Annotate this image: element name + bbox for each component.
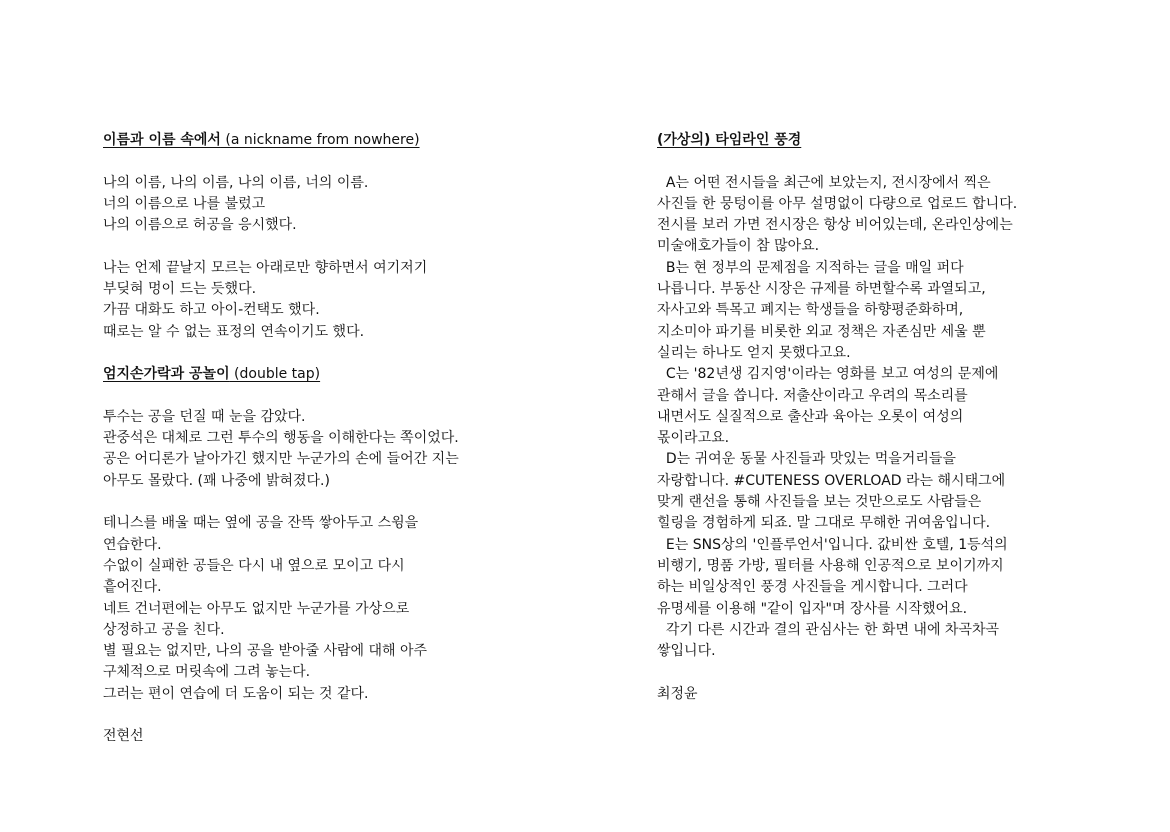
section-title-double-tap — [103, 364, 603, 385]
text-line: B는 현 정부의 문제점을 지적하는 글을 매일 퍼다 — [657, 259, 964, 276]
text-line: 부딪혀 멍이 드는 듯했다. — [103, 281, 257, 298]
poem-stanza — [103, 258, 603, 343]
author-name: 최정윤 — [657, 685, 698, 702]
poem-stanza — [103, 513, 603, 705]
poem-stanza — [103, 407, 603, 492]
text-line: 실리는 하나도 얻지 못했다고요. — [657, 344, 851, 361]
essay-paragraphs — [657, 173, 1077, 663]
text-line: 상정하고 공을 친다. — [103, 621, 225, 638]
text-line: 테니스를 배울 때는 옆에 공을 잔뜩 쌓아두고 스윙을 — [103, 515, 419, 532]
section-title-english: (a nickname from nowhere) — [220, 132, 420, 148]
text-line: 사진들 한 뭉텅이를 아무 설명없이 다량으로 업로드 합니다. — [657, 195, 1018, 212]
text-line: 투수는 공을 던질 때 눈을 감았다. — [103, 408, 306, 425]
text-line: 별 필요는 없지만, 나의 공을 받아줄 사람에 대해 아주 — [103, 643, 428, 660]
spacer — [103, 705, 603, 726]
text-line: 아무도 몰랐다. (꽤 나중에 밝혀졌다.) — [103, 472, 330, 489]
text-line: 연습한다. — [103, 536, 162, 553]
text-line: 나의 이름으로 허공을 응시했다. — [103, 217, 297, 234]
text-line: 네트 건너편에는 아무도 없지만 누군가를 가상으로 — [103, 600, 410, 617]
text-line: 하는 비일상적인 풍경 사진들을 게시합니다. 그러다 — [657, 579, 968, 596]
text-line: 미술애호가들이 참 많아요. — [657, 238, 820, 255]
spacer — [103, 343, 603, 364]
text-line: 전시를 보러 가면 전시장은 항상 비어있는데, 온라인상에는 — [657, 217, 1013, 234]
text-line: 관중석은 대체로 그런 투수의 행동을 이해한다는 쪽이었다. — [103, 430, 459, 447]
text-line: 나릅니다. 부동산 시장은 규제를 하면할수록 과열되고, — [657, 281, 986, 298]
text-line: 자사고와 특목고 폐지는 학생들을 하향평준화하며, — [657, 302, 964, 319]
spacer — [103, 151, 603, 172]
text-line: A는 어떤 전시들을 최근에 보았는지, 전시장에서 찍은 — [657, 174, 991, 191]
section-title-korean: (가상의) 타임라인 풍경 — [657, 132, 802, 148]
text-line: 유명세를 이용해 "같이 입자"며 장사를 시작했어요. — [657, 600, 968, 617]
spacer — [103, 236, 603, 257]
right-column — [657, 130, 1077, 705]
text-line: C는 '82년생 김지영'이라는 영화를 보고 여성의 문제에 — [657, 366, 999, 383]
text-line: 그러는 편이 연습에 더 도움이 되는 것 같다. — [103, 685, 369, 702]
spacer — [103, 386, 603, 407]
text-line: 너의 이름으로 나를 불렀고 — [103, 195, 266, 212]
section-title-nickname — [103, 130, 603, 151]
section-title-korean: 이름과 이름 속에서 — [103, 132, 221, 148]
text-line: E는 SNS상의 '인플루언서'입니다. 값비싼 호텔, 1등석의 — [657, 536, 1008, 553]
text-line: 내면서도 실질적으로 출산과 육아는 오롯이 여성의 — [657, 408, 964, 425]
text-line: 자랑합니다. #CUTENESS OVERLOAD 라는 해시태그에 — [657, 472, 1006, 489]
section-title-korean: 엄지손가락과 공놀이 — [103, 366, 230, 383]
author-name: 전현선 — [103, 728, 144, 745]
poem-stanza — [103, 173, 603, 237]
text-line: 관해서 글을 씁니다. 저출산이라고 우려의 목소리를 — [657, 387, 968, 404]
text-line: 공은 어디론가 날아가긴 했지만 누군가의 손에 들어간 지는 — [103, 451, 459, 468]
text-line: 가끔 대화도 하고 아이-컨택도 했다. — [103, 302, 320, 319]
spacer — [657, 662, 1077, 683]
text-line: 쌓입니다. — [657, 643, 716, 660]
text-line: 흩어진다. — [103, 579, 162, 596]
text-line: D는 귀여운 동물 사진들과 맛있는 먹을거리들을 — [657, 451, 956, 468]
text-line: 수없이 실패한 공들은 다시 내 옆으로 모이고 다시 — [103, 557, 405, 574]
text-line: 몫이라고요. — [657, 430, 730, 447]
text-line: 나의 이름, 나의 이름, 나의 이름, 너의 이름. — [103, 174, 369, 191]
text-line: 때로는 알 수 없는 표정의 연속이기도 했다. — [103, 323, 365, 340]
text-line: 힐링을 경험하게 되죠. 말 그대로 무해한 귀여움입니다. — [657, 515, 991, 532]
text-line: 지소미아 파기를 비롯한 외교 정책은 자존심만 세울 뿐 — [657, 323, 986, 340]
spacer — [657, 151, 1077, 172]
text-line: 각기 다른 시간과 결의 관심사는 한 화면 내에 차곡차곡 — [657, 621, 1000, 638]
section-title-english: (double tap) — [229, 366, 321, 383]
text-line: 맞게 랜선을 통해 사진들을 보는 것만으로도 사람들은 — [657, 494, 982, 511]
text-line: 나는 언제 끝날지 모르는 아래로만 향하면서 여기저기 — [103, 259, 428, 276]
text-line: 구체적으로 머릿속에 그려 놓는다. — [103, 664, 311, 681]
left-column — [103, 130, 603, 748]
section-title-timeline — [657, 130, 1077, 151]
text-line: 비행기, 명품 가방, 필터를 사용해 인공적으로 보이기까지 — [657, 557, 1004, 574]
spacer — [103, 492, 603, 513]
